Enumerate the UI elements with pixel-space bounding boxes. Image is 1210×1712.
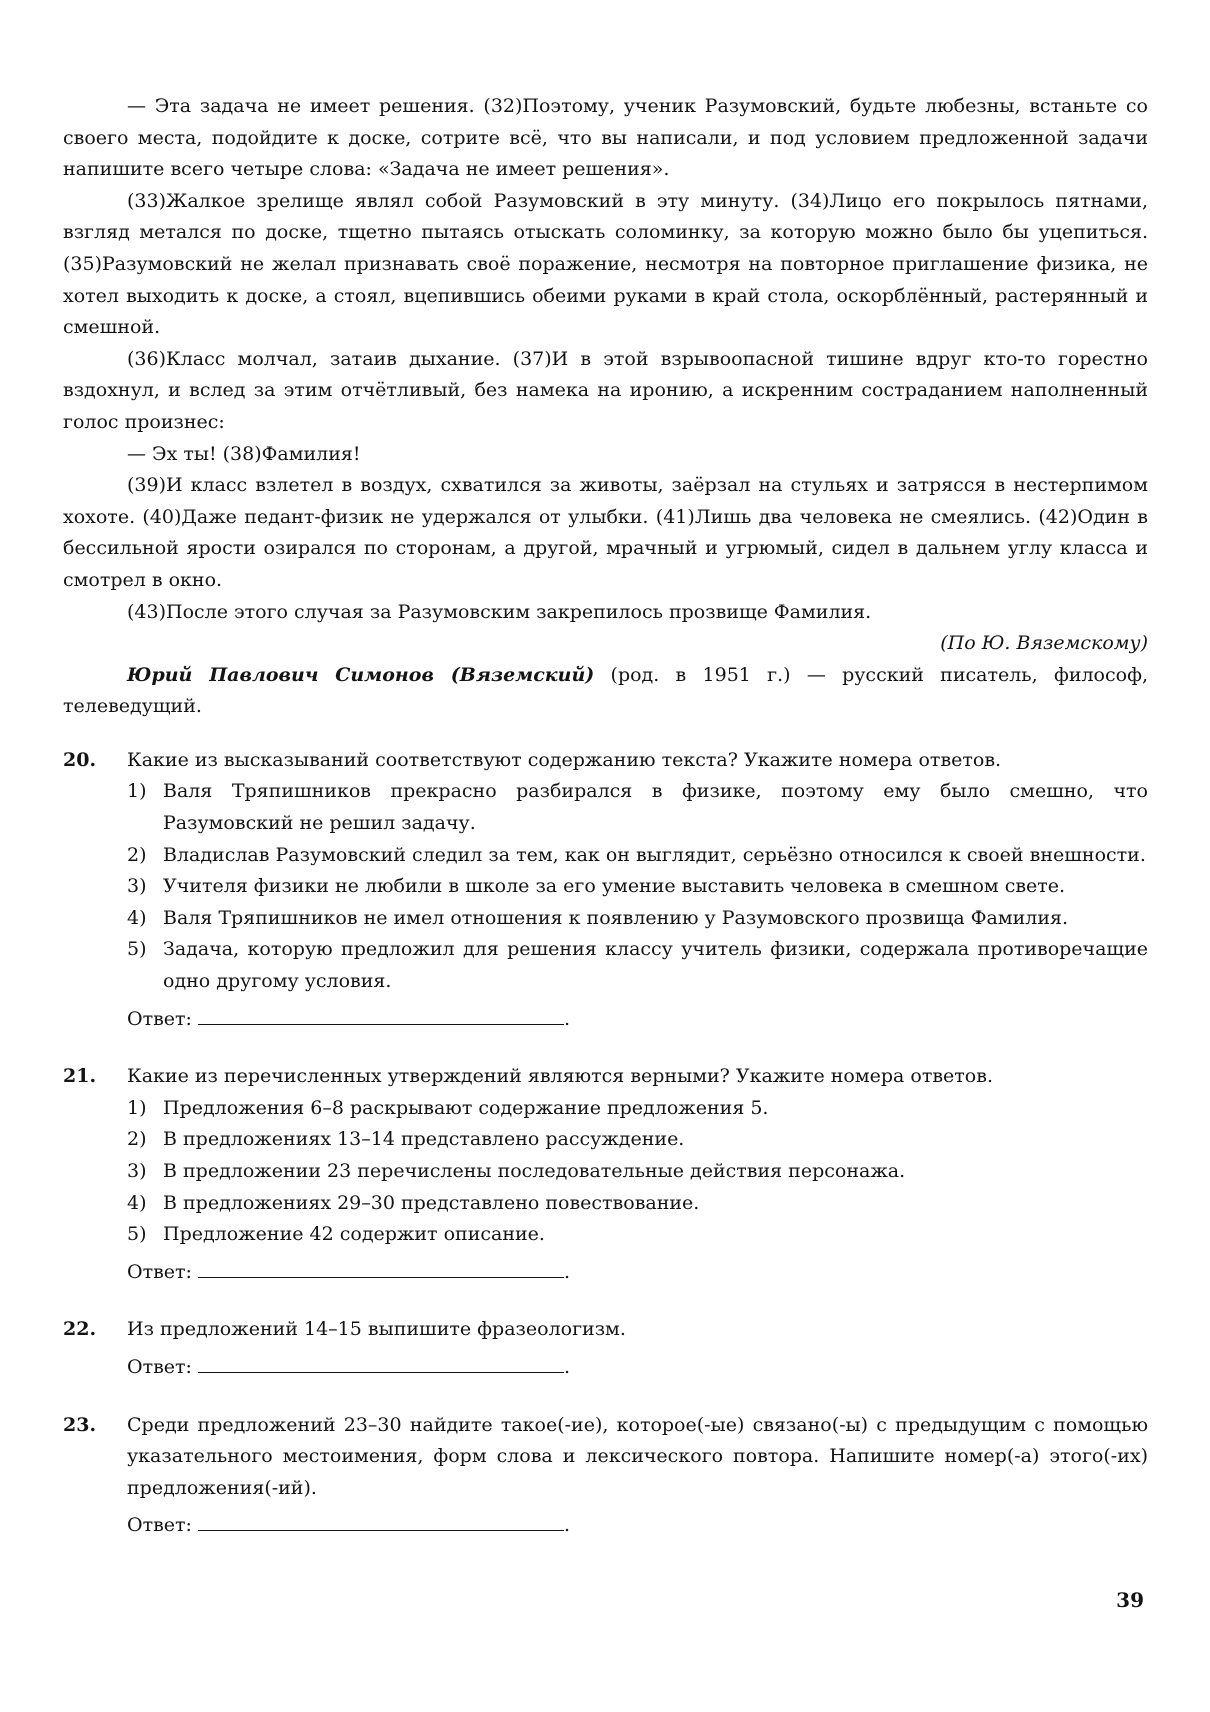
option-number: 1) (127, 1096, 147, 1119)
option-number: 3) (127, 875, 147, 898)
option-text: Предложение 42 содержит описание. (163, 1223, 545, 1246)
answer-label: Ответ: (127, 1514, 192, 1537)
task-22 (63, 1314, 1148, 1383)
option-number: 5) (127, 1223, 147, 1246)
answer-field (127, 1004, 1148, 1036)
task-question: Среди предложений 23–30 найдите такое(-ие), которое(-ые) связано(-ы) с предыдущим с помощью указательного местоимения, форм слова и лексического повтора. Напишите номер(-а) этого(-их) предложения(-ий). (127, 1413, 1148, 1499)
option-item (127, 871, 1148, 903)
options-list (127, 1093, 1148, 1251)
option-item (127, 1124, 1148, 1156)
option-number: 2) (127, 843, 147, 866)
answer-label: Ответ: (127, 1007, 192, 1030)
option-text: В предложениях 29–30 представлено повествование. (163, 1191, 700, 1214)
author-bio-text: (род. в 1951 г.) — русский писатель, философ, телеведущий. (63, 663, 1148, 718)
answer-period: . (563, 1007, 570, 1030)
option-item (127, 776, 1148, 839)
page-number: 39 (1116, 1588, 1144, 1612)
task-20 (63, 745, 1148, 1035)
answer-label: Ответ: (127, 1260, 192, 1283)
option-text: В предложении 23 перечислены последовательные действия персонажа. (163, 1160, 906, 1182)
task-21 (63, 1061, 1148, 1288)
page-text (63, 91, 1148, 1542)
option-number: 4) (127, 906, 147, 929)
answer-period: . (563, 1514, 570, 1537)
task-number: 23. (63, 1413, 97, 1436)
answer-line[interactable] (198, 1257, 564, 1278)
task-question: Из предложений 14–15 выпишите фразеологизм. (127, 1318, 626, 1341)
option-text: В предложениях 13–14 представлено рассуждение. (163, 1128, 685, 1151)
answer-line[interactable] (198, 1510, 564, 1531)
option-text: Задача, которую предложил для решения классу учитель физики, содержала противоречащие одно другому условия. (163, 938, 1148, 993)
story-paragraph: (36)Класс молчал, затаив дыхание. (37)И в этой взрывоопасной тишине вдруг кто-то горестно вздохнул, и вслед за этим отчётливый, без намека на иронию, а искренним состраданием наполненный голос произнес: (63, 347, 1148, 433)
story-paragraph: (33)Жалкое зрелище являл собой Разумовский в эту минуту. (34)Лицо его покрылось пятнами, взгляд метался по доске, тщетно пытаясь отыскать соломинку, за которую можно было бы уцепиться. (35)Разумовский не желал признавать своё поражение, несмотря на повторное приглашение физика, не хотел выходить к доске, а стоял, вцепившись обеими руками в край стола, оскорблённый, растерянный и смешной. (63, 189, 1148, 339)
option-item (127, 1156, 1148, 1188)
option-text: Предложения 6–8 раскрывают содержание предложения 5. (163, 1096, 769, 1119)
author-bio (63, 660, 1148, 723)
options-list (127, 776, 1148, 997)
option-item (127, 1188, 1148, 1220)
option-item (127, 934, 1148, 997)
task-number: 22. (63, 1318, 97, 1341)
option-number: 5) (127, 938, 147, 961)
story-paragraph: (39)И класс взлетел в воздух, схватился за животы, заёрзал на стульях и затрясся в нестерпимом хохоте. (40)Даже педант-физик не удержался от улыбки. (41)Лишь два человека не смеялись. (42)Один в бессильной ярости озирался по сторонам, а другой, мрачный и угрюмый, сидел в дальнем углу класса и смотрел в окно. (63, 474, 1148, 591)
answer-line[interactable] (198, 1004, 564, 1025)
option-text: Учителя физики не любили в школе за его умение выставить человека в смешном свете. (163, 875, 1066, 898)
option-text: Валя Тряпишников не имел отношения к появлению у Разумовского прозвища Фамилия. (163, 906, 1069, 929)
option-number: 2) (127, 1128, 147, 1151)
answer-period: . (563, 1260, 570, 1283)
answer-field (127, 1257, 1148, 1289)
option-item (127, 903, 1148, 935)
task-question: Какие из перечисленных утверждений являются верными? Укажите номера ответов. (127, 1065, 993, 1088)
task-question: Какие из высказываний соответствуют содержанию текста? Укажите номера ответов. (127, 748, 1002, 771)
option-number: 4) (127, 1191, 147, 1214)
story-paragraph: (43)После этого случая за Разумовским закрепилось прозвище Фамилия. (127, 600, 872, 623)
option-item (127, 1219, 1148, 1251)
answer-field (127, 1510, 1148, 1542)
option-text: Владислав Разумовский следил за тем, как он выглядит, серьёзно относился к своей внешности. (163, 843, 1146, 866)
option-item (127, 840, 1148, 872)
answer-label: Ответ: (127, 1355, 192, 1378)
source-signature: (По Ю. Вяземскому) (940, 632, 1148, 655)
option-number: 3) (127, 1160, 147, 1182)
answer-period: . (563, 1355, 570, 1378)
story-paragraph: — Эх ты! (38)Фамилия! (127, 442, 361, 465)
answer-line[interactable] (198, 1352, 564, 1373)
answer-field (127, 1352, 1148, 1384)
story-paragraph: — Эта задача не имеет решения. (32)Поэтому, ученик Разумовский, будьте любезны, встаньте со своего места, подойдите к доске, сотрите всё, что вы написали, и под условием предложенной задачи напишите всего четыре слова: «Задача не имеет решения». (63, 95, 1148, 181)
author-name: Юрий Павлович Симонов (Вяземский) (127, 663, 595, 686)
option-number: 1) (127, 780, 147, 803)
task-number: 20. (63, 748, 97, 771)
task-23 (63, 1410, 1148, 1542)
option-item (127, 1093, 1148, 1125)
option-text: Валя Тряпишников прекрасно разбирался в физике, поэтому ему было смешно, что Разумовский не решил задачу. (163, 780, 1148, 835)
task-number: 21. (63, 1065, 97, 1088)
